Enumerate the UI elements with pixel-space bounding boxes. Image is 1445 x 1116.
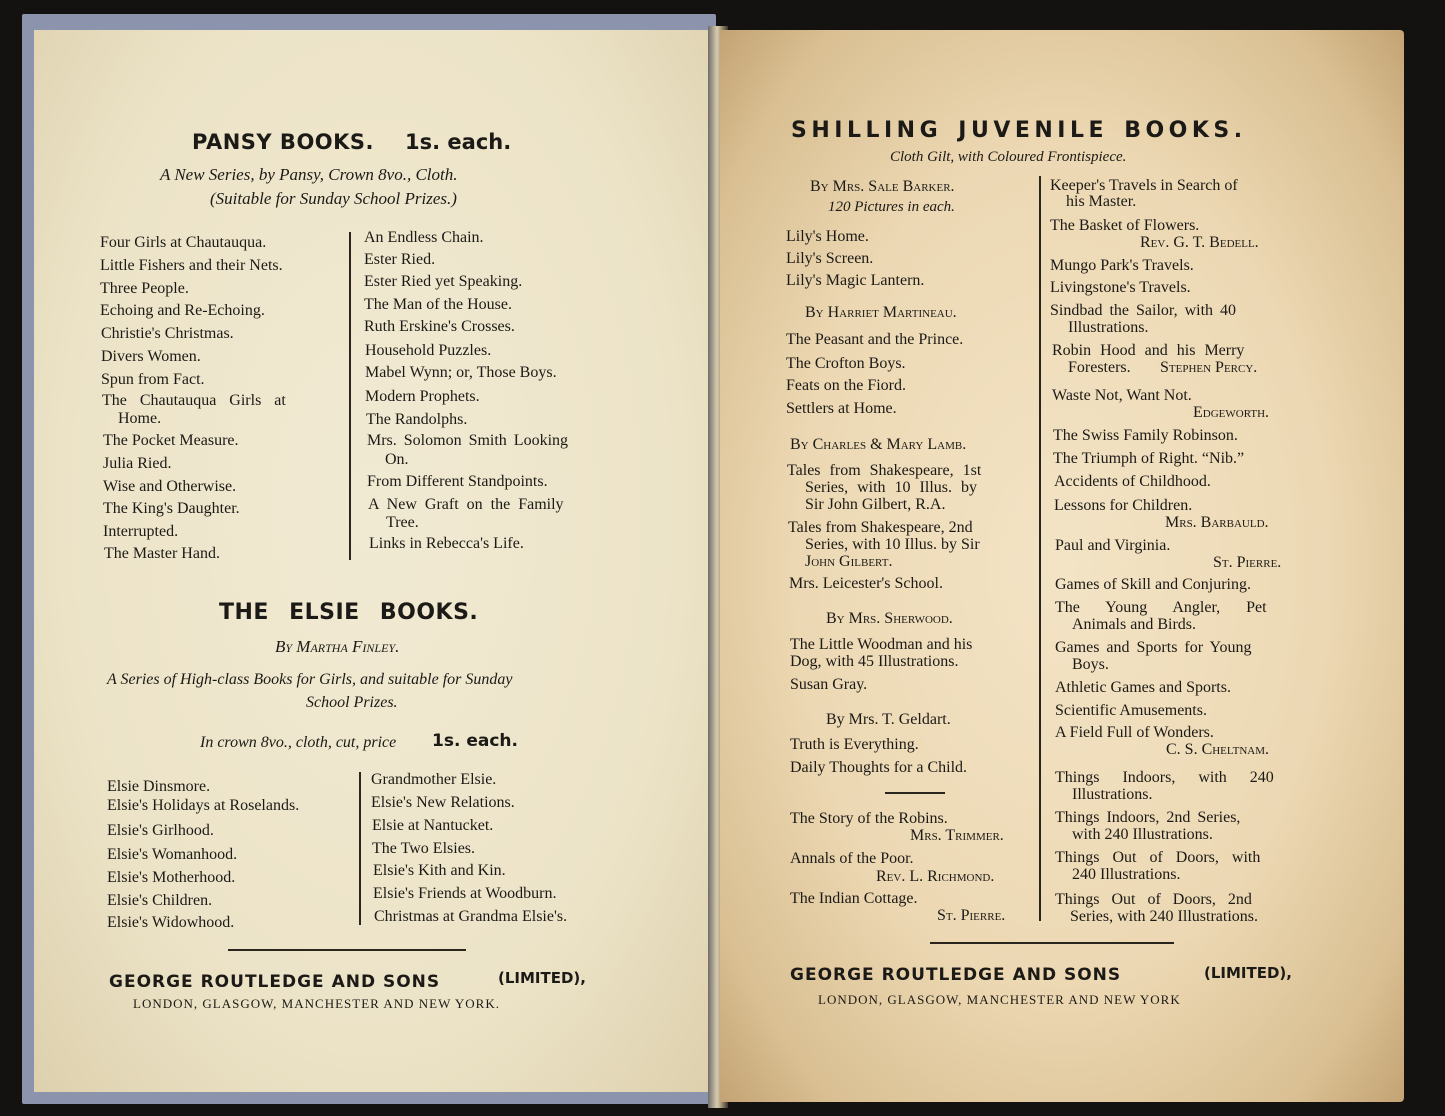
juvenile-book: Accidents of Childhood. [1054,473,1211,490]
pansy-book: From Different Standpoints. [367,473,548,490]
left-publisher: GEORGE ROUTLEDGE AND SONS [109,972,441,992]
elsie-book: Elsie's Holidays at Roselands. [107,797,300,814]
elsie-description-cont: School Prizes. [306,694,398,711]
book-author: St. Pierre. [937,907,1006,924]
pansy-book: Julia Ried. [103,455,172,472]
juvenile-book: Lessons for Children. [1054,497,1193,514]
elsie-book: Elsie's Children. [107,892,213,909]
juvenile-book: Scientific Amusements. [1055,702,1207,719]
pansy-book: A New Graft on the Family [368,496,564,513]
juvenile-book: Series, with 10 Illus. by [805,479,977,496]
elsie-book: Elsie's Girlhood. [107,822,214,839]
pansy-book: Ester Ried yet Speaking. [364,273,523,290]
juvenile-book: Illustrations. [1068,319,1149,336]
juvenile-book: The Story of the Robins. [790,810,948,827]
pansy-price: 1s. each. [405,130,512,154]
right-publisher-suffix: (LIMITED), [1204,964,1292,982]
pansy-book: The Man of the House. [364,296,512,313]
juvenile-book: Daily Thoughts for a Child. [790,759,968,776]
juvenile-book: Settlers at Home. [786,400,897,417]
juvenile-book: The Young Angler, Pet [1055,599,1267,616]
book-author: Rev. G. T. Bedell. [1140,234,1259,251]
pansy-book: The Chautauqua Girls at [102,392,286,409]
author-note: 120 Pictures in each. [828,199,955,215]
pansy-book: Divers Women. [101,348,201,365]
pansy-book: Mrs. Solomon Smith Looking [367,432,569,449]
shilling-title: SHILLING JUVENILE BOOKS. [791,118,1247,143]
book-author: Stephen Percy. [1160,359,1258,376]
juvenile-book: with 240 Illustrations. [1072,826,1213,843]
juvenile-book: Tales from Shakespeare, 2nd [788,519,973,536]
right-cities: LONDON, GLASGOW, MANCHESTER AND NEW YORK [818,992,1181,1007]
elsie-book: Elsie Dinsmore. [107,778,211,795]
pansy-book: An Endless Chain. [364,229,484,246]
pansy-book: Three People. [100,280,189,297]
pansy-book: Links in Rebecca's Life. [369,535,524,552]
author-heading: By Mrs. T. Geldart. [826,711,951,728]
elsie-book: Elsie's Friends at Woodburn. [373,885,557,902]
elsie-book: Grandmother Elsie. [371,771,497,788]
book-author: Edgeworth. [1193,404,1270,421]
elsie-book: Elsie's Motherhood. [107,869,236,886]
juvenile-book: Things Out of Doors, 2nd [1055,891,1252,908]
elsie-book: The Two Elsies. [372,840,476,857]
juvenile-book: Foresters. [1068,359,1131,376]
pansy-note: (Suitable for Sunday School Prizes.) [210,189,457,208]
pansy-book: Echoing and Re-Echoing. [100,302,265,319]
juvenile-book: Mungo Park's Travels. [1050,257,1194,274]
elsie-price: 1s. each. [432,731,518,751]
shilling-subtitle: Cloth Gilt, with Coloured Frontispiece. [890,149,1127,165]
juvenile-book: Truth is Everything. [790,736,919,753]
juvenile-book: The Triumph of Right. “Nib.” [1053,450,1245,467]
pansy-book: Household Puzzles. [365,342,492,359]
juvenile-book: A Field Full of Wonders. [1055,724,1214,741]
author-heading: By Mrs. Sherwood. [826,610,953,627]
juvenile-book: his Master. [1066,193,1137,210]
juvenile-book: Lily's Home. [786,228,869,245]
juvenile-book: The Little Woodman and his [790,636,973,653]
elsie-price-line: In crown 8vo., cloth, cut, price [200,734,397,751]
elsie-title: THE ELSIE BOOKS. [219,600,479,625]
pansy-book: Christie's Christmas. [101,325,234,342]
juvenile-book: Things Out of Doors, with [1055,849,1261,866]
elsie-book: Elsie's Kith and Kin. [373,862,506,879]
juvenile-book: 240 Illustrations. [1072,866,1181,883]
juvenile-book: The Basket of Flowers. [1050,217,1200,234]
book-author: Mrs. Barbauld. [1165,514,1269,531]
pansy-book: Mabel Wynn; or, Those Boys. [365,364,557,381]
pansy-book: The Master Hand. [104,545,220,562]
book-author: Rev. L. Richmond. [876,868,995,885]
elsie-book: Elsie's New Relations. [371,794,515,811]
juvenile-book: Illustrations. [1072,786,1153,803]
elsie-author: By Martha Finley. [275,637,400,656]
author-heading: By Harriet Martineau. [805,304,957,321]
left-cities: LONDON, GLASGOW, MANCHESTER AND NEW YORK. [133,996,500,1011]
juvenile-book: Keeper's Travels in Search of [1050,177,1238,194]
juvenile-book: Things Indoors, 2nd Series, [1055,809,1241,826]
pansy-book: Little Fishers and their Nets. [100,257,283,274]
juvenile-book: Games of Skill and Conjuring. [1055,576,1251,593]
elsie-description: A Series of High-class Books for Girls, and suitable for Sunday [107,671,513,688]
elsie-book: Elsie at Nantucket. [372,817,494,834]
author-heading: By Charles & Mary Lamb. [790,436,967,453]
pansy-book: The Pocket Measure. [103,432,239,449]
juvenile-book: Annals of the Poor. [790,850,914,867]
juvenile-book: The Indian Cottage. [790,890,918,907]
elsie-book: Christmas at Grandma Elsie's. [374,908,568,925]
pansy-book: Tree. [386,514,419,531]
juvenile-book: John Gilbert. [805,553,893,570]
book-author: Mrs. Trimmer. [910,827,1004,844]
elsie-column-divider [359,772,361,925]
elsie-book: Elsie's Widowhood. [107,914,235,931]
pansy-book: On. [385,451,409,468]
juvenile-book: Sir John Gilbert, R.A. [805,496,946,513]
pansy-book: Home. [118,410,162,427]
pansy-title: PANSY BOOKS. [192,130,375,154]
juvenile-book: The Peasant and the Prince. [786,331,964,348]
juvenile-book: Waste Not, Want Not. [1052,387,1192,404]
juvenile-book: Mrs. Leicester's School. [789,575,943,592]
right-publisher-rule [930,942,1174,944]
juvenile-book: Animals and Birds. [1072,616,1196,633]
juvenile-book: Livingstone's Travels. [1050,279,1191,296]
author-heading: By Mrs. Sale Barker. [810,178,955,195]
pansy-book: Ester Ried. [364,251,436,268]
pansy-book: Ruth Erskine's Crosses. [364,318,515,335]
left-publisher-rule [228,949,466,951]
pansy-subtitle: A New Series, by Pansy, Crown 8vo., Cloth. [160,165,458,184]
juvenile-book: Games and Sports for Young [1055,639,1252,656]
shilling-column-divider [1039,176,1041,921]
pansy-column-divider [349,232,351,560]
pansy-book: The King's Daughter. [103,500,240,517]
juvenile-book: Things Indoors, with 240 [1055,769,1274,786]
book-author: C. S. Cheltnam. [1166,741,1270,758]
pansy-book: Interrupted. [103,523,179,540]
juvenile-book: Lily's Magic Lantern. [786,272,925,289]
juvenile-book: Athletic Games and Sports. [1055,679,1231,696]
juvenile-book: The Crofton Boys. [786,355,906,372]
juvenile-book: Lily's Screen. [786,250,874,267]
book-author: St. Pierre. [1213,554,1282,571]
juvenile-book: Dog, with 45 Illustrations. [790,653,959,670]
left-publisher-suffix: (LIMITED), [498,969,586,987]
pansy-book: The Randolphs. [366,411,468,428]
juvenile-book: Sindbad the Sailor, with 40 [1050,302,1237,319]
short-rule [885,792,945,794]
juvenile-book: Robin Hood and his Merry [1052,342,1245,359]
pansy-book: Wise and Otherwise. [103,478,237,495]
juvenile-book: The Swiss Family Robinson. [1053,427,1238,444]
juvenile-book: Paul and Virginia. [1055,537,1171,554]
juvenile-book: Boys. [1072,656,1109,673]
juvenile-book: Susan Gray. [790,676,868,693]
right-publisher: GEORGE ROUTLEDGE AND SONS [790,965,1122,985]
juvenile-book: Series, with 10 Illus. by Sir [805,536,980,553]
pansy-book: Modern Prophets. [365,388,480,405]
elsie-book: Elsie's Womanhood. [107,846,238,863]
juvenile-book: Feats on the Fiord. [786,377,906,394]
juvenile-book: Series, with 240 Illustrations. [1070,908,1258,925]
pansy-book: Spun from Fact. [101,371,205,388]
juvenile-book: Tales from Shakespeare, 1st [787,462,982,479]
pansy-book: Four Girls at Chautauqua. [100,234,267,251]
